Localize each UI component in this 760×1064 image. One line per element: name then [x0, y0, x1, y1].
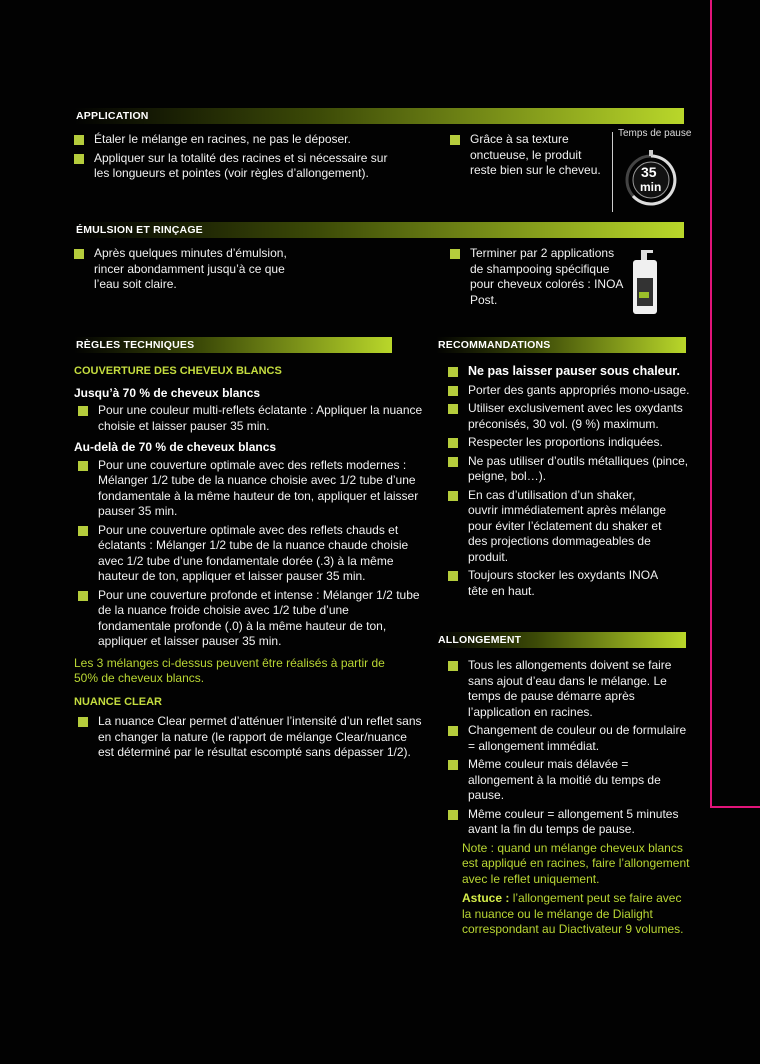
timer-divider	[612, 132, 613, 212]
list-item: Pour une couverture optimale avec des reflets modernes : Mélanger 1/2 tube de la nuance choisie avec 1/2 tube d’une fondamentale à la même hauteur de ton, appliquer et laisser pauser 35 min.	[78, 458, 424, 520]
section-header-allongement: ALLONGEMENT	[436, 632, 686, 648]
regles-content	[74, 364, 424, 764]
list-item: En cas d’utilisation d’un shaker, ouvrir immédiatement après mélange pour éviter l’éclatement du shaker et des projections dommageables de produit.	[448, 488, 668, 566]
allongement-list	[448, 658, 693, 938]
crop-mark-horizontal	[710, 806, 760, 808]
list-item: Même couleur = allongement 5 minutes avant la fin du temps de pause.	[448, 807, 693, 838]
list-item: La nuance Clear permet d’atténuer l’intensité d’un reflet sans en changer la nature (le rapport de mélange Clear/nuance est déterminé par le résultat escompté sans dépasser 1/2).	[78, 714, 424, 761]
list-item: Respecter les proportions indiquées.	[448, 435, 698, 451]
list-item: Ne pas laisser pauser sous chaleur.	[448, 364, 698, 380]
list-item: Étaler le mélange en racines, ne pas le déposer.	[74, 132, 404, 148]
audela-title: Au-delà de 70 % de cheveux blancs	[74, 440, 277, 454]
section-header-regles: RÈGLES TECHNIQUES	[74, 337, 392, 353]
list-item: Terminer par 2 applications de shampooing spécifique pour cheveux colorés : INOA Post.	[450, 246, 625, 308]
list-item: Toujours stocker les oxydants INOA tête en haut.	[448, 568, 678, 599]
list-item: Tous les allongements doivent se faire sans ajout d’eau dans le mélange. Le temps de pause démarre après l’application en racines.	[448, 658, 678, 720]
list-item: Ne pas utiliser d’outils métalliques (pince, peigne, bol…).	[448, 454, 698, 485]
list-item: Porter des gants appropriés mono-usage.	[448, 383, 698, 399]
list-item: Pour une couleur multi-reflets éclatante : Appliquer la nuance choisie et laisser pauser 35 min.	[78, 403, 424, 434]
emulsion-left	[74, 246, 304, 296]
section-header-recommandations: RECOMMANDATIONS	[436, 337, 686, 353]
allongement-astuce	[448, 891, 693, 938]
astuce-text: l’allongement peut se faire avec la nuance ou le mélange de Dialight correspondant au Diactivateur 9 volumes.	[462, 891, 684, 936]
list-item: Utiliser exclusivement avec les oxydants préconisés, 30 vol. (9 %) maximum.	[448, 401, 698, 432]
list-item: Même couleur mais délavée = allongement à la moitié du temps de pause.	[448, 757, 693, 804]
list-item: Après quelques minutes d’émulsion, rincer abondamment jusqu’à ce que l’eau soit claire.	[74, 246, 304, 293]
clear-title: NUANCE CLEAR	[74, 695, 162, 708]
allongement-note: Note : quand un mélange cheveux blancs est appliqué en racines, faire l’allongement avec le reflet uniquement.	[462, 840, 690, 886]
list-item: Grâce à sa texture onctueuse, le produit reste bien sur le cheveu.	[450, 132, 605, 179]
list-item: Appliquer sur la totalité des racines et si nécessaire sur les longueurs et pointes (voir règles d’allongement).	[74, 151, 404, 182]
shampoo-bottle-icon	[630, 250, 660, 316]
list-item: Pour une couverture profonde et intense : Mélanger 1/2 tube de la nuance froide choisie avec 1/2 tube d’une fondamentale profonde (.0) à la même hauteur de ton, appliquer et laisser pauser 35 min.	[78, 588, 424, 650]
emulsion-right	[450, 246, 625, 311]
application-list	[74, 132, 404, 185]
timer-label: Temps de pause	[618, 128, 692, 139]
crop-mark-vertical	[710, 0, 712, 808]
section-header-application: APPLICATION	[74, 108, 684, 124]
regles-note: Les 3 mélanges ci-dessus peuvent être réalisés à partir de 50% de cheveux blancs.	[74, 655, 385, 685]
recommandations-list	[448, 364, 698, 602]
couverture-title: COUVERTURE DES CHEVEUX BLANCS	[74, 365, 282, 377]
application-right	[450, 132, 605, 182]
timer-unit: min	[640, 180, 662, 194]
list-item: Pour une couverture optimale avec des reflets chauds et éclatants : Mélanger 1/2 tube de la nuance chaude choisie avec 1/2 tube d’une fondamentale dorée (.3) à la même hauteur de ton, appliquer et laisser pauser 35 min.	[78, 523, 424, 585]
list-item: Changement de couleur ou de formulaire = allongement immédiat.	[448, 723, 693, 754]
jusqua-title: Jusqu’à 70 % de cheveux blancs	[74, 385, 261, 400]
astuce-label: Astuce :	[462, 891, 510, 905]
timer-value: 35	[641, 164, 657, 180]
section-header-emulsion: ÉMULSION ET RINÇAGE	[74, 222, 684, 238]
